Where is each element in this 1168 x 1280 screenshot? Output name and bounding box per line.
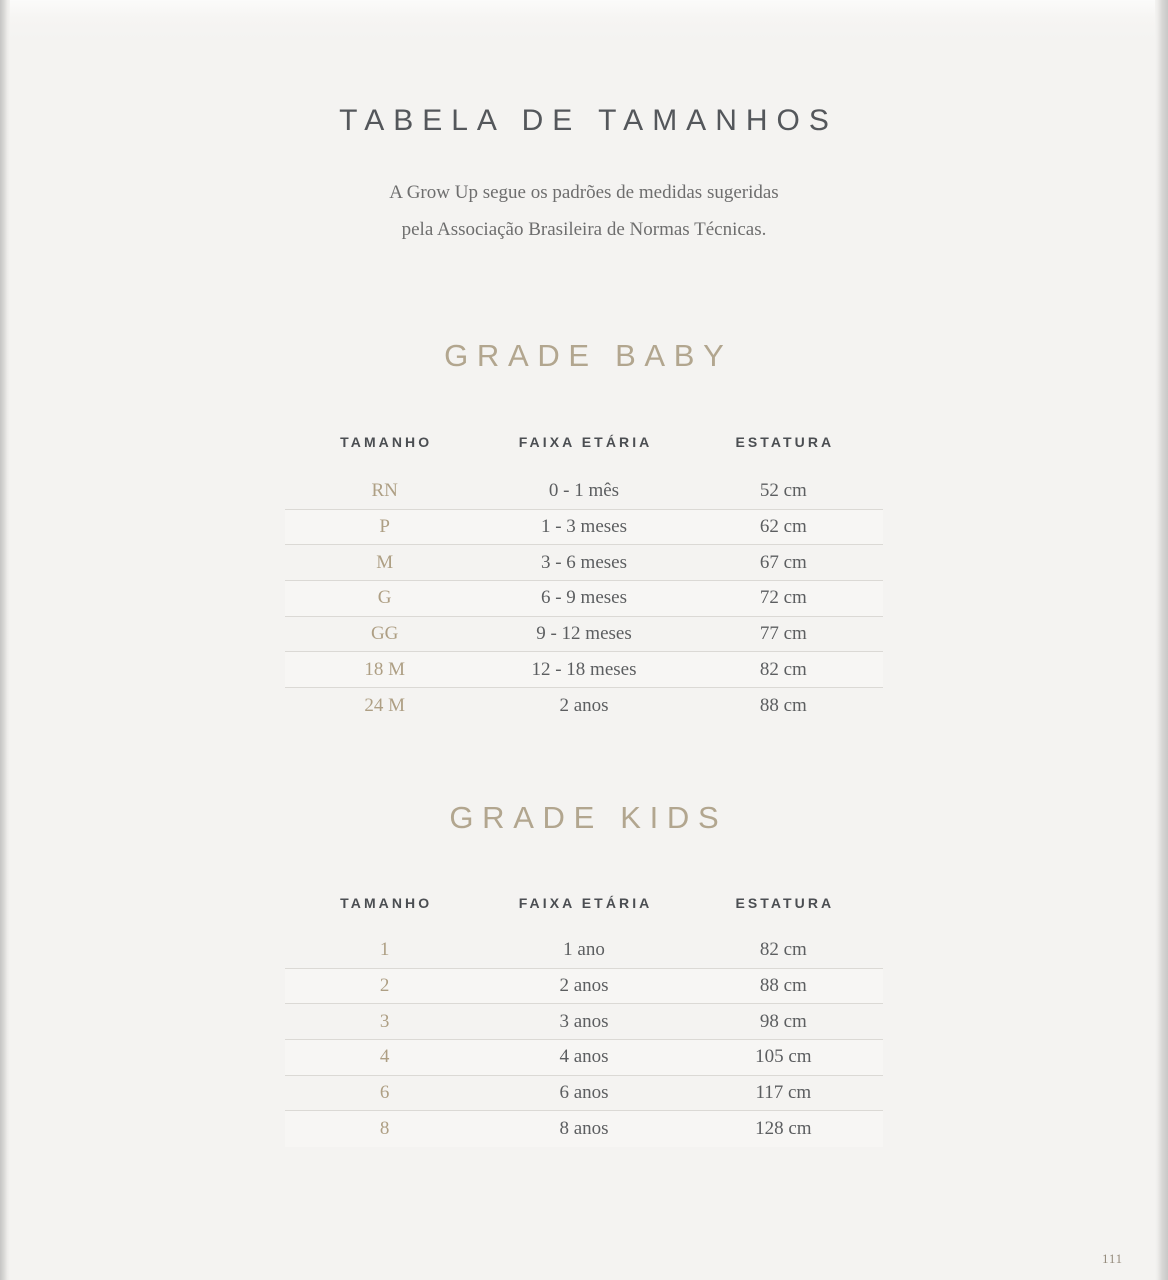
subtitle-line-1: A Grow Up segue os padrões de medidas sugeridas [389,182,779,203]
table-row [285,545,883,581]
height-cell: 88 cm [759,694,807,716]
kids-table-header-row [285,893,883,913]
size-cell: RN [371,480,398,502]
size-cell: GG [370,623,399,645]
height-cell: 67 cm [759,551,807,573]
size-cell: 8 [379,1118,390,1140]
kids-size-table [285,933,883,1147]
height-cell: 105 cm [755,1046,812,1068]
baby-size-table [285,474,883,724]
table-row [285,933,883,969]
table-row [285,969,883,1005]
age-range-cell: 2 anos [559,694,609,716]
page-edge-right-shadow [1155,0,1168,1280]
column-header-faixa-etaria: FAIXA ETÁRIA [518,894,653,911]
column-header-estatura: ESTATURA [735,894,835,911]
age-range-cell: 1 ano [563,939,605,961]
height-cell: 128 cm [755,1118,812,1140]
height-cell: 117 cm [755,1081,812,1103]
table-row [285,1040,883,1076]
age-range-cell: 8 anos [559,1118,609,1140]
column-header-estatura: ESTATURA [735,434,835,450]
table-row [285,1076,883,1112]
height-cell: 98 cm [759,1010,807,1032]
age-range-cell: 3 - 6 meses [540,551,627,573]
height-cell: 52 cm [759,480,807,502]
age-range-cell: 3 anos [559,1010,609,1032]
page-edge-left-shadow [0,0,10,1280]
age-range-cell: 2 anos [559,974,609,996]
baby-table-header-row [285,432,883,452]
size-cell: 1 [379,939,390,961]
height-cell: 82 cm [759,658,807,680]
grade-kids-heading: GRADE KIDS [449,799,728,835]
section-grade-kids [0,796,1168,1147]
table-row [285,474,883,510]
height-cell: 88 cm [759,974,807,996]
table-row [285,652,883,688]
size-cell: M [376,551,394,573]
grade-baby-heading: GRADE BABY [444,338,733,373]
size-cell: 4 [379,1046,390,1068]
column-header-faixa-etaria: FAIXA ETÁRIA [518,434,653,450]
table-row [285,1111,883,1147]
table-row [285,1004,883,1040]
height-cell: 72 cm [759,587,807,609]
age-range-cell: 6 - 9 meses [540,587,627,609]
size-cell: 6 [379,1081,390,1103]
page-title: TABELA DE TAMANHOS [339,104,838,137]
section-grade-baby [0,334,1168,724]
size-cell: 24 M [364,694,405,716]
age-range-cell: 9 - 12 meses [536,623,632,645]
size-cell: P [379,516,390,538]
table-row [285,581,883,617]
age-range-cell: 12 - 18 meses [531,658,637,680]
size-cell: 3 [379,1010,390,1032]
size-cell: G [377,587,392,609]
table-row [285,688,883,724]
height-cell: 77 cm [759,623,807,645]
column-header-tamanho: TAMANHO [340,894,433,911]
size-cell: 18 M [364,658,405,680]
height-cell: 62 cm [759,516,807,538]
column-header-tamanho: TAMANHO [340,434,433,450]
age-range-cell: 4 anos [559,1046,609,1068]
table-row [285,510,883,546]
age-range-cell: 1 - 3 meses [540,516,627,538]
age-range-cell: 0 - 1 mês [548,480,620,502]
size-cell: 2 [379,974,390,996]
age-range-cell: 6 anos [559,1081,609,1103]
page-subtitle [0,174,1168,248]
height-cell: 82 cm [759,939,807,961]
table-row [285,617,883,653]
subtitle-line-2: pela Associação Brasileira de Normas Técnicas. [401,219,767,240]
page-number: 111 [1102,1252,1123,1266]
